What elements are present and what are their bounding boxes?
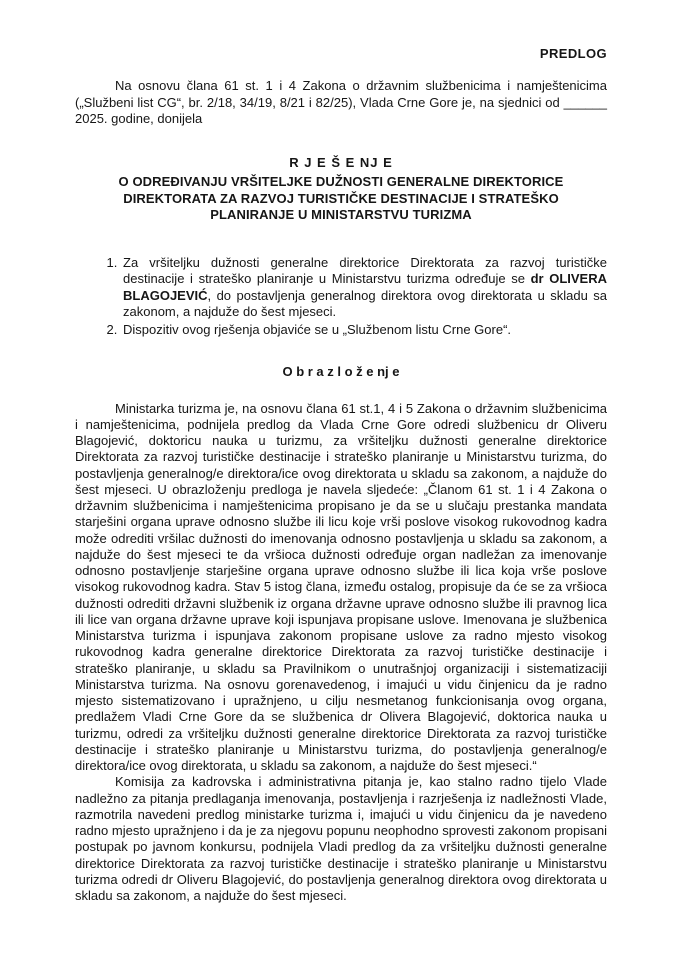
- preamble-paragraph: Na osnovu člana 61 st. 1 i 4 Zakona o državnim službenicima i namještenicima („Službeni list CG“, br. 2/18, 34/19, 8/21 i 82/25), Vlada Crne Gore je, na sjednici od ______ 2025. godine, donijela: [75, 78, 607, 126]
- resolution-item-2: [121, 322, 607, 338]
- decision-title-block: [101, 155, 581, 223]
- document-status-label: PREDLOG: [539, 46, 607, 61]
- explanation-heading: O b r a z l o ž e nj e: [282, 364, 400, 380]
- resolution-list: [75, 255, 607, 338]
- resolution-item-1-text-end: , do postavljenja generalnog direktora ovog direktorata u skladu sa zakonom, a najduže do šest mjeseci.: [123, 287, 607, 319]
- resolution-item-2-text: Dispozitiv ovog rješenja objaviće se u „Službenom listu Crne Gore“.: [123, 322, 512, 337]
- resolution-item-1: [121, 255, 607, 320]
- resolution-item-1-text: Za vršiteljku dužnosti generalne direktorice Direktorata za razvoj turističke destinacije i strateško planiranje u Ministarstvu turizma određuje se: [123, 255, 607, 287]
- explanation-paragraph-2: Komisija za kadrovska i administrativna pitanja je, kao stalno radno tijelo Vlade nadležno za pitanja predlaganja imenovanja, postavljenja i razrješenja iz nadležnosti Vlade, razmotrila navedeni predlog ministarke turizma i, imajući u vidu činjenicu da je navedeno radno mjesto upražnjeno i da je za njegovu popunu neophodno sprovesti zakonom propisani postupak po javnom konkursu, podnijela Vladi predlog da za vršiteljku dužnosti generalne direktorice Direktorata za razvoj turističke destinacije i strateško planiranje u Ministarstvu turizma odredi dr Oliveru Blagojević, do postavljenja generalnog direktora ovog direktorata u skladu sa zakonom, a najduže do šest mjeseci.: [75, 774, 607, 903]
- appointee-name: dr OLIVERA BLAGOJEVIĆ: [123, 271, 607, 303]
- decision-subtitle: O ODREĐIVANJU VRŠITELJKE DUŽNOSTI GENERALNE DIREKTORICE DIREKTORATA ZA RAZVOJ TURISTIČKE DESTINACIJE I STRATEŠKO PLANIRANJE U MINISTARSTVU TURIZMA: [118, 174, 564, 222]
- decision-title: R J E Š E NJ E: [289, 155, 393, 170]
- explanation-paragraph-1: Ministarka turizma je, na osnovu člana 61 st.1, 4 i 5 Zakona o državnim službenicima i namještenicima, podnijela predlog da Vlada Crne Gore odredi službenicu dr Oliveru Blagojević, doktoricu nauka u turizmu, za vršiteljku dužnosti generalne direktorice Direktorata za razvoj turističke destinacije i strateško planiranje u Ministarstvu turizma, do postavljenja generalnog/e direktora/ice ovog direktorata u skladu sa zakonom, a najduže do šest mjeseci. U obrazloženju predloga je navela sljedeće: „Članom 61 st. 1 i 4 Zakona o državnim službenicima i namještenicima propisano je da se u slučaju prestanka mandata starješini organa uprave odnosno službe ili licu koje vrši poslove visokog rukovodnog kadra može odrediti vršilac dužnosti do imenovanja odnosno postavljenja u skladu sa zakonom, a najduže do šest mjeseci te da vršioca dužnosti određuje organ nadležan za imenovanje odnosno postavljenje starješine organa uprave odnosno službe ili lica koja vrše poslove visokog rukovodnog kadra. Stav 5 istog člana, između ostalog, propisuje da će se za vršioca dužnosti odrediti državni službenik iz organa državne uprave odnosno službe ili pravnog lica ili lice van organa državne uprave koji ispunjava propisane uslove. Imenovana je službenica Ministarstva turizma i ispunjava zakonom propisane uslove za radno mjesto visokog rukovodnog kadra generalne direktorice Direktorata za razvoj turističke destinacije i strateško planiranje, u skladu sa Pravilnikom o unutrašnjoj organizaciji i sistematizaciji Ministarstva turizma. Na osnovu gorenavedenog, i imajući u vidu činjenicu da je radno mjesto sistematizovano i upražnjeno, u cilju nesmetanog funkcionisanja ovog organa, predlažem Vladi Crne Gore da se službenica dr Olivera Blagojević, doktorica nauka u turizmu, odredi za vršiteljku dužnosti generalne direktorice Direktorata za razvoj turističke destinacije i strateško planiranje u Ministarstvu turizma, do postavljenja generalnog/e direktora/ice ovog direktorata, u skladu sa zakonom, a najduže do šest mjeseci.“: [75, 400, 607, 773]
